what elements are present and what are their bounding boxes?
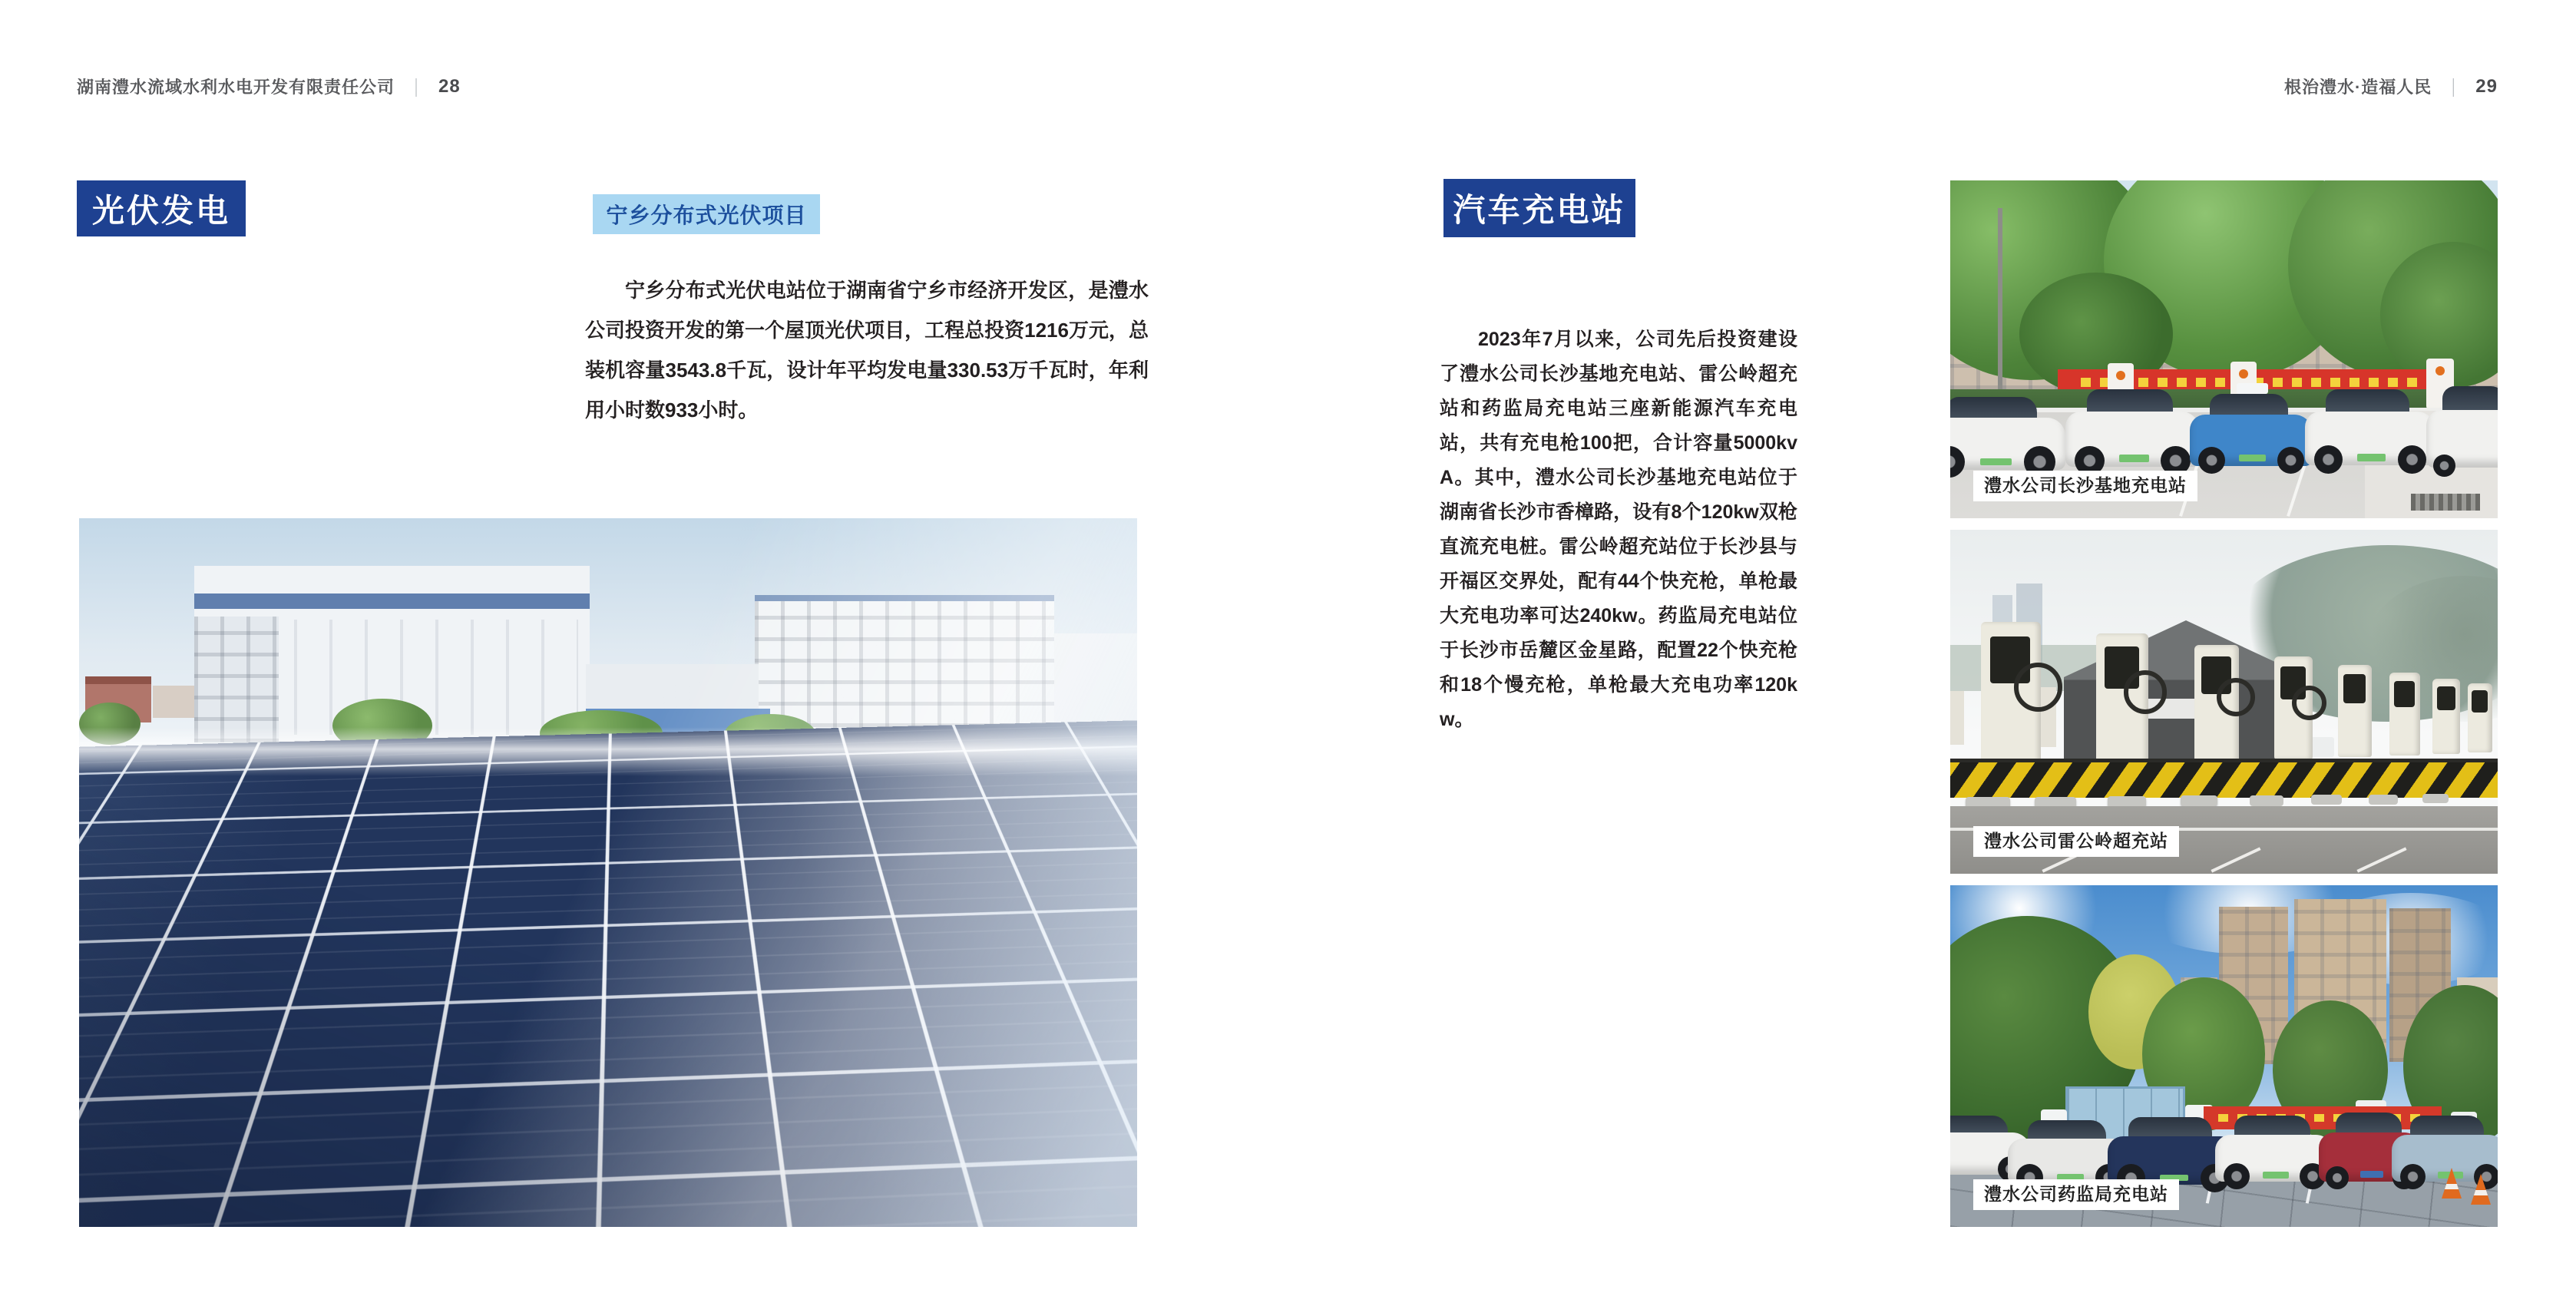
charging-pile [2274, 656, 2313, 759]
white-car [2426, 386, 2498, 477]
taxi-roof-sign [2237, 383, 2269, 394]
cable-loop [2217, 678, 2255, 716]
panel-reflection [79, 518, 1137, 1227]
section-title-charging: 汽车充电站 [1443, 179, 1635, 237]
cable-loop [2124, 670, 2168, 714]
drain-grate [2411, 494, 2480, 511]
charging-pile [2194, 645, 2239, 762]
green-license-plate [1980, 458, 2012, 465]
company-name: 湖南澧水流域水利水电开发有限责任公司 [77, 78, 395, 97]
charging-pile [2468, 683, 2492, 752]
project-subtitle: 宁乡分布式光伏项目 [593, 194, 820, 234]
car-wheel [2433, 455, 2455, 477]
green-license-plate [2119, 455, 2149, 462]
charging-pile [2389, 673, 2420, 755]
wheel-stop [2422, 794, 2449, 803]
light-pole [1998, 208, 2002, 409]
pile-screen [2394, 681, 2414, 708]
blue-taxi [2190, 394, 2313, 474]
slogan: 根治澧水·造福人民 [2283, 78, 2432, 97]
pile-logo [2116, 371, 2125, 380]
white-suv [2065, 389, 2200, 475]
photo-caption: 澧水公司长沙基地充电站 [1973, 471, 2197, 501]
charging-pile [1950, 691, 1964, 745]
photo-caption: 澧水公司药监局充电站 [1973, 1179, 2179, 1210]
header-separator: ｜ [407, 78, 427, 99]
leigongling-supercharge-station-photo [1950, 530, 2498, 874]
green-license-plate [2239, 455, 2266, 461]
yaojianju-station-photo [1950, 885, 2498, 1227]
cable-loop [2292, 686, 2326, 720]
page-number-left: 28 [438, 75, 461, 97]
page-number-right: 29 [2475, 75, 2498, 97]
left-page-header [77, 73, 461, 100]
car-wheel [2224, 1163, 2250, 1189]
car-wheel [2400, 1164, 2426, 1189]
solar-rooftop-photo [79, 518, 1137, 1227]
green-license-plate [2357, 454, 2386, 461]
white-car [2215, 1116, 2334, 1189]
section-title-solar: 光伏发电 [77, 180, 246, 236]
wheel-stop [2250, 795, 2283, 806]
chevron-barrier [1950, 759, 2498, 798]
green-license-plate [2263, 1172, 2289, 1179]
car-wheel [2277, 447, 2304, 474]
right-page-header [2284, 73, 2498, 100]
pile-logo [2435, 366, 2445, 375]
header-separator: ｜ [2444, 78, 2464, 99]
blue-license-plate [2360, 1171, 2383, 1178]
charging-pile [2096, 633, 2148, 765]
pile-logo [2239, 369, 2248, 379]
wheel-stop [2369, 795, 2398, 805]
cable-loop [2014, 663, 2062, 711]
car-wheel [2314, 445, 2343, 474]
charging-pile [1981, 622, 2041, 768]
pile-screen [2343, 674, 2366, 703]
photo-caption: 澧水公司雷公岭超充站 [1973, 826, 2179, 857]
charging-pile [2338, 665, 2372, 757]
pile-screen [2437, 686, 2455, 710]
wheel-stop [2311, 795, 2342, 805]
charging-pile [2432, 679, 2460, 754]
car-wheel [2398, 445, 2426, 474]
charging-paragraph: 2023年7月以来，公司先后投资建设了澧水公司长沙基地充电站、雷公岭超充站和药监局充电站三座新能源汽车充电站，共有充电枪100把，合计容量5000kvA。其中，澧水公司长沙基地充电站位于湖南省长沙市香樟路，设有8个120kw双枪直流充电桩。雷公岭超充站位于长沙县与开福区交界处，配有44个快充枪，单枪最大充电功率可达240kw。药监局充电站位于长沙市岳麓区金星路，配置22个快充枪和18个慢充枪，单枪最大充电功率120kw。 [1440, 329, 1797, 730]
car-wheel [2198, 447, 2225, 474]
white-car [2305, 389, 2435, 474]
white-car [1950, 397, 2065, 478]
wheel-stop [2181, 795, 2217, 806]
pile-screen [2472, 690, 2488, 713]
solar-paragraph: 宁乡分布式光伏电站位于湖南省宁乡市经济开发区，是澧水公司投资开发的第一个屋顶光伏项目，工程总投资1216万元，总装机容量3543.8千瓦，设计年平均发电量330.53万千瓦时，年利用小时数933小时。 [585, 279, 1149, 422]
changsha-base-station-photo [1950, 180, 2498, 518]
car-wheel [2326, 1166, 2349, 1189]
